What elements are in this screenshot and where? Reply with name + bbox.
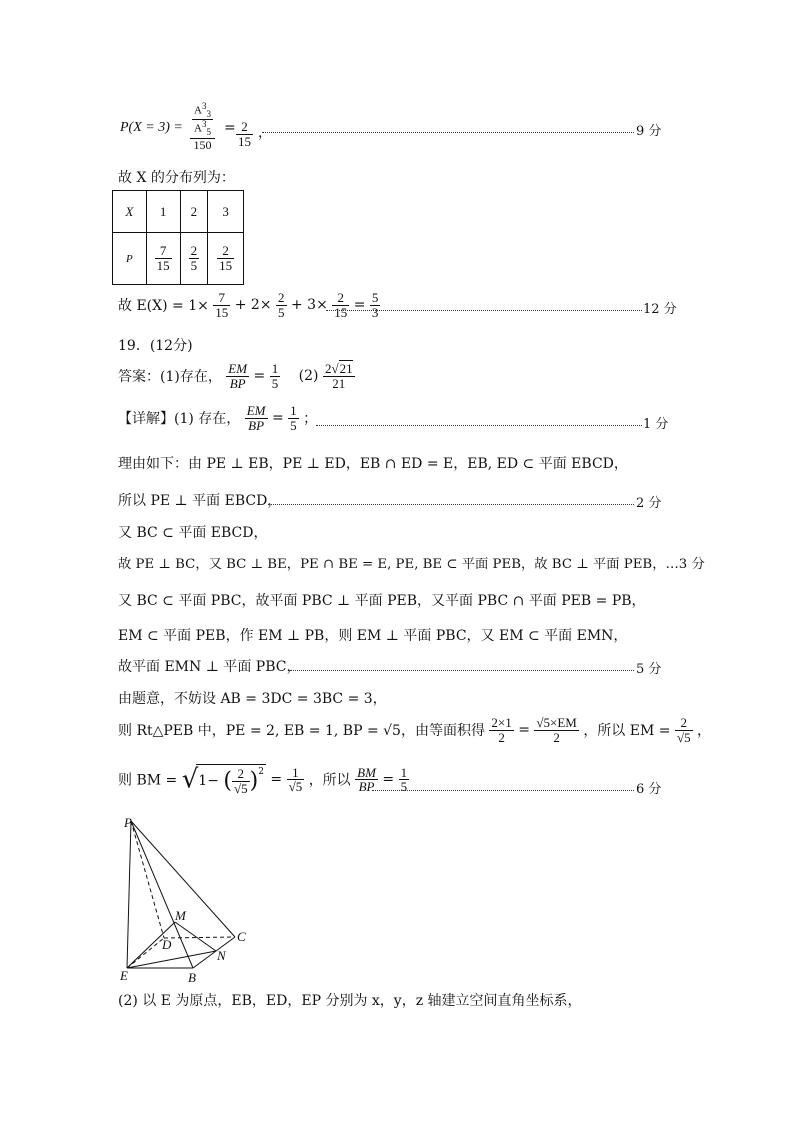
leader-dots: [268, 504, 634, 505]
label-C: C: [237, 929, 246, 944]
answer-line: 答案：(1)存在， $\frac{EM}{BP}$ = $\frac{1}{5}$ (2) $\frac{2√21}{21}$: [118, 361, 353, 391]
score-5: 5 分: [636, 662, 662, 677]
proof-line-1: 理由如下：由 PE ⊥ EB，PE ⊥ ED，EB ∩ ED = E，EB, ED ⊂ 平面 EBCD，: [118, 456, 628, 472]
score-9: 9 分: [636, 124, 662, 139]
label-E: E: [120, 968, 128, 983]
label-D: D: [162, 937, 172, 952]
score-1: 1 分: [643, 417, 669, 432]
proof-line-10: 则 BM = √1− ( $\frac{2}{√5}$ )$^2$ = $\frac{1}{√5}$ ，所以 $\frac{BM}{BP}$ = $\frac{1}{5}$: [118, 764, 408, 796]
question-19-heading: 19．(12分): [118, 338, 193, 354]
prob-result: $\frac{2}{15}$: [238, 119, 251, 149]
label-B: B: [188, 970, 196, 985]
proof-line-2: 所以 PE ⊥ 平面 EBCD，: [118, 493, 282, 509]
edge-ED: [127, 938, 164, 968]
label-P: P: [124, 815, 132, 830]
edge-BC: [193, 937, 235, 968]
leader-dots: [262, 132, 634, 133]
leader-dots: [372, 790, 634, 791]
table-row: [113, 191, 244, 233]
expectation-line: 故 E(X) = 1× $\frac{7}{15}$ + 2× $\frac{2}{5}$ + 3× $\frac{2}{15}$ = $\frac{5}{3}$: [118, 290, 379, 320]
table-cell: P: [113, 233, 147, 285]
edge-PD: [131, 821, 164, 938]
table-cell: $\frac{7}{15}$: [146, 233, 180, 285]
edge-DC: [164, 937, 235, 938]
leader-dots: [316, 425, 642, 426]
score-2: 2 分: [636, 496, 662, 511]
table-row: [113, 233, 244, 285]
proof-line-8: 由题意，不妨设 AB = 3DC = 3BC = 3，: [118, 691, 387, 707]
score-12: 12 分: [643, 302, 677, 317]
proof-line-3: 又 BC ⊂ 平面 EBCD，: [118, 525, 268, 541]
proof-line-7: 故平面 EMN ⊥ 平面 PBC，: [118, 659, 301, 675]
score-6: 6 分: [636, 782, 662, 797]
table-cell: X: [113, 191, 147, 233]
edge-PE: [127, 821, 131, 968]
detail-line: 【详解】(1) 存在， $\frac{EM}{BP}$ = $\frac{1}{5}$ ；: [118, 403, 318, 433]
prob-eq: =: [224, 120, 236, 136]
table-cell: $\frac{2}{15}$: [208, 233, 244, 285]
distribution-table: [112, 190, 244, 285]
leader-dots: [290, 670, 634, 671]
proof-line-6: EM ⊂ 平面 PEB，作 EM ⊥ PB，则 EM ⊥ 平面 PBC，又 EM ⊂ 平面 EMN，: [118, 628, 628, 644]
table-cell: 1: [146, 191, 180, 233]
table-cell: 2: [180, 191, 208, 233]
label-N: N: [217, 948, 226, 963]
pyramid-figure: [110, 812, 260, 987]
edge-EN: [127, 951, 216, 968]
proof-line-11: (2) 以 E 为原点，EB，ED，EP 分别为 x，y，z 轴建立空间直角坐标系，: [118, 993, 582, 1009]
prob-big-fraction: $\frac{\frac{A^3_3}{A^3_5}}{150}$: [190, 102, 215, 151]
proof-line-9: 则 Rt△PEB 中，PE = 2, EB = 1, BP = √5，由等面积得 $\frac{2\times 1}{2}$ = $\frac{√5\times EM}{2}$ ，所以 EM = $\frac{2}{√5}$ ，: [118, 715, 712, 745]
dist-intro: 故 X 的分布列为：: [118, 170, 235, 186]
table-cell: 3: [208, 191, 244, 233]
leader-dots: [326, 310, 642, 311]
edge-MN: [175, 922, 216, 951]
proof-line-5: 又 BC ⊂ 平面 PBC，故平面 PBC ⊥ 平面 PEB，又平面 PBC ∩ 平面 PEB = PB，: [118, 593, 646, 609]
proof-line-4: 故 PE ⊥ BC，又 BC ⊥ BE，PE ∩ BE = E, PE, BE ⊂ 平面 PEB，故 BC ⊥ 平面 PEB，…3 分: [118, 557, 705, 572]
label-M: M: [175, 908, 186, 923]
prob-lhs: P(X = 3) =: [120, 120, 183, 135]
table-cell: $\frac{2}{5}$: [180, 233, 208, 285]
